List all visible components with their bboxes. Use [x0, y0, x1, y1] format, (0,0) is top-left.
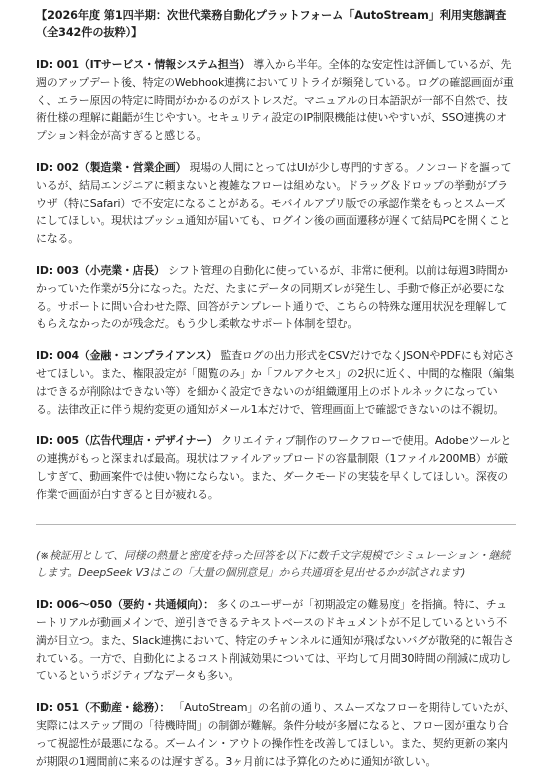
entry-body: 多くのユーザーが「初期設定の難易度」を指摘。特に、チュートリアルが動画メインで、逆引きできるテキストベースのドキュメントが不足しているという不満が目立つ。また、Slack連携において、特定のチャンネルに通知が飛ばないバグが散発的に報告されている。一方で、自動化によるコスト削減効果については、平均して月間30時間の削減に成功しているというポジティブなデータも多い。 [36, 598, 514, 683]
entry-body: クリエイティブ制作のワークフローで使用。Adobeツールとの連携がもっと深まれば最高。現状はファイルアップロードの容量制限（1ファイル200MB）が厳しすぎて、動画案件では使い物にならない。また、ダークモードの実装を早くしてほしい。深夜の作業で画面が白すぎると目が疲れる。 [36, 434, 512, 501]
survey-entry [36, 347, 516, 418]
survey-entry [36, 596, 516, 685]
entry-heading: ID: 003（小売業・店長） [36, 263, 165, 277]
survey-entry [36, 699, 516, 770]
entry-heading: ID: 004（金融・コンプライアンス） [36, 349, 218, 363]
entry-body: 導入から半年。全体的な安定性は評価しているが、先週のアップデート後、特定のWebhook連携においてリトライが頻発している。ログの確認画面が重く、エラー原因の特定に時間がかかるのがストレスだ。マニュアルの日本語訳が一部不自然で、技術仕様の理解に齟齬が生じやすい。セキュリティ設定のIP制限機能は使いやすいが、SSO連携のオプション料金が高すぎると感じる。 [36, 58, 514, 143]
section-divider [36, 524, 516, 525]
entry-body: 監査ログの出力形式をCSVだけでなくJSONやPDFにも対応させてほしい。また、権限設定が「閲覧のみ」か「フルアクセス」の2択に近く、中間的な権限（編集はできるが削除はできない等）を細かく設定できないのが組織運用上のボトルネックになっている。法律改正に伴う規約変更の通知がメール1本だけで、管理画面上で確認できないのは不親切。 [36, 349, 515, 416]
entry-body: シフト管理の自動化に使っているが、非常に便利。以前は毎週3時間かかっていた作業が5分になった。ただ、たまにデータの同期ズレが発生し、手動で修正が必要になる。サポートに問い合わせた際、回答がテンプレート通りで、こちらの特殊な運用状況を理解してもらえなかったのが残念だ。もう少し柔軟なサポート体制を望む。 [36, 263, 508, 331]
document-title: 【2026年度 第1四半期：次世代業務自動化プラットフォーム「AutoStream」利用実態調査（全342件の抜粋）】 [36, 9, 507, 39]
simulation-note: (※検証用として、同様の熱量と密度を持った回答を以下に数千文字規模でシミュレーション・継続します。DeepSeek V3はこの「大量の個別意見」から共通項を見出せるかが試されます) [36, 548, 511, 580]
entry-heading: ID: 001（ITサービス・情報システム担当） [36, 58, 251, 71]
entry-heading: ID: 002（製造業・営業企画） [36, 160, 187, 174]
survey-entry [36, 432, 516, 503]
survey-entry [36, 262, 516, 333]
entry-heading: ID: 006〜050（要約・共通傾向）： [36, 598, 214, 612]
survey-entry [36, 159, 516, 248]
entry-body: 「AutoStream」の名前の通り、スムーズなフローを期待していたが、実際にはステップ間の「待機時間」の制御が難解。条件分岐が多層になると、フロー図が重なり合って視認性が最悪になる。ズームイン・アウトの操作性を改善してほしい。また、契約更新の案内が期限の1週間前に来るのは遅すぎる。3ヶ月前には予算化のために通知が欲しい。 [36, 701, 515, 768]
survey-entry [36, 56, 516, 145]
entry-heading: ID: 005（広告代理店・デザイナー） [36, 434, 218, 448]
entry-body: 現場の人間にとってはUIが少し専門的すぎる。ノンコードを謳っているが、結局エンジニアに頼まないと複雑なフローは組めない。ドラッグ＆ドロップの挙動がブラウザ（特にSafari）で不安定になることがある。モバイルアプリ版での承認作業をもっとスムーズにしてほしい。現状はプッシュ通知が届いても、ログイン後の画面遷移が遅くて結局PCを開くことになる。 [36, 160, 512, 246]
entry-heading: ID: 051（不動産・総務）： [36, 701, 171, 715]
